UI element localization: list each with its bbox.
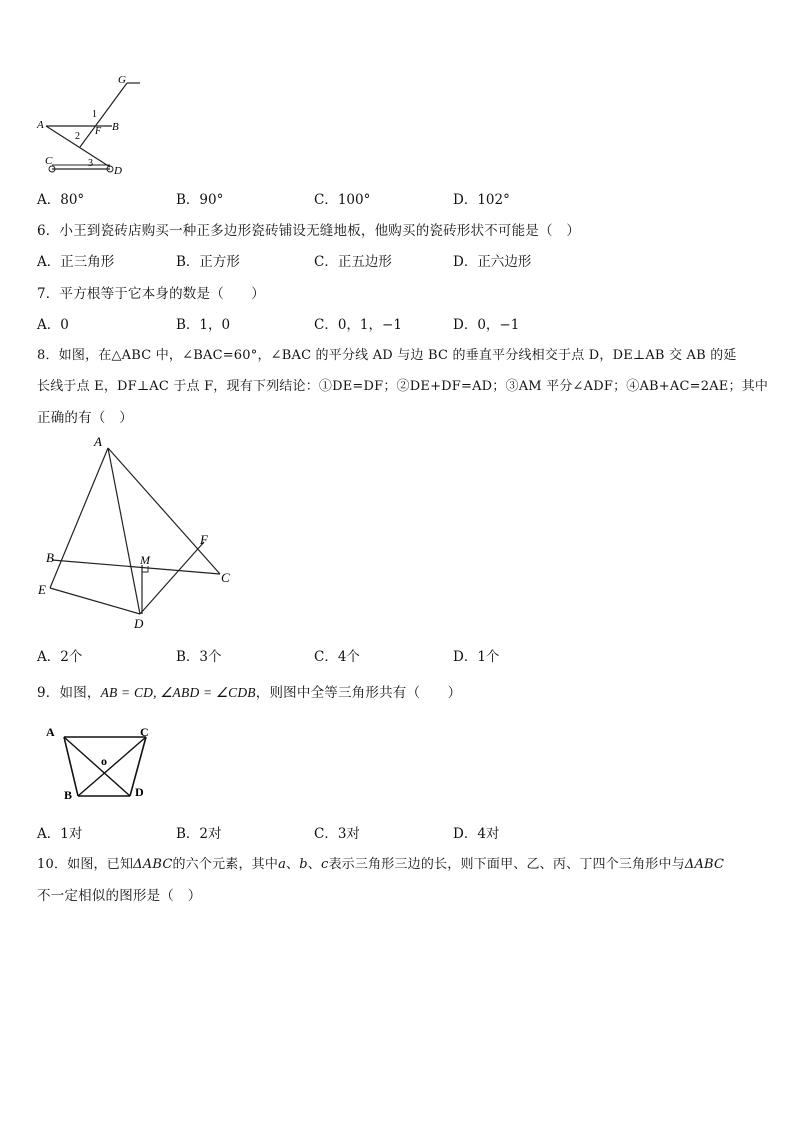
q9-label-a: A xyxy=(46,725,55,739)
q7-option-a: A．0 xyxy=(37,317,69,333)
q5-label-1: 1 xyxy=(92,109,97,120)
q7-option-d: D．0，−1 xyxy=(453,317,520,333)
q9-seg-ad xyxy=(64,737,130,796)
q10-p2: 的六个元素，其中 xyxy=(172,857,279,872)
q8-seg-ed xyxy=(50,588,140,614)
q8-option-a: A．2个 xyxy=(37,649,83,665)
q6-option-d: D．正六边形 xyxy=(453,254,532,270)
q6-stem: 6．小王到瓷砖店购买一种正多边形瓷砖铺设无缝地板，他购买的瓷砖形状不可能是（ ） xyxy=(37,223,581,239)
q10-stem-line1 xyxy=(37,853,724,872)
q9-stem-math: AB = CD, ∠ABD = ∠CDB xyxy=(100,685,256,700)
q10-m2: a xyxy=(278,857,287,872)
q5-figure xyxy=(30,72,150,182)
q5-option-c: C．100° xyxy=(314,192,371,208)
q9-stem-prefix: 9．如图， xyxy=(37,685,101,701)
q5-option-b: B．90° xyxy=(176,192,224,208)
q10-stem-line2: 不一定相似的图形是（ ） xyxy=(37,888,202,904)
q8-option-c: C．4个 xyxy=(314,649,360,665)
q9-option-c: C．3对 xyxy=(314,826,360,842)
q8-stem-line1: 8．如图，在△ABC 中，∠BAC=60°，∠BAC 的平分线 AD 与边 BC 的垂直平分线相交于点 D，DE⊥AB 交 AB 的延 xyxy=(37,348,737,363)
q10-m4: c xyxy=(320,857,329,872)
q8-figure xyxy=(30,432,240,632)
q5-label-b: B xyxy=(112,121,119,133)
q8-stem-line3: 正确的有（ ） xyxy=(37,410,133,426)
q9-option-a: A．1对 xyxy=(37,826,83,842)
q9-label-o: o xyxy=(101,754,107,768)
q8-option-b: B．3个 xyxy=(176,649,222,665)
q5-label-2: 2 xyxy=(75,131,80,142)
q6-option-b: B．正方形 xyxy=(176,254,240,270)
q8-seg-ad xyxy=(108,448,140,614)
q10-p5: 表示三角形三边的长，则下面甲、乙、丙、丁四个三角形中与 xyxy=(328,857,685,872)
q9-label-d: D xyxy=(135,785,144,799)
q10-m1: ΔABC xyxy=(133,857,173,872)
q5-label-c: C xyxy=(45,155,53,167)
q9-option-d: D．4对 xyxy=(453,826,500,842)
q9-stem-suffix: ，则图中全等三角形共有（ ） xyxy=(255,685,462,701)
q5-label-d: D xyxy=(114,165,122,177)
q9-stem xyxy=(37,681,461,701)
q8-label-b: B xyxy=(46,550,54,565)
q8-stem-line2: 长线于点 E，DF⊥AC 于点 F，现有下列结论：①DE=DF；②DE+DF=AD；③AM 平分∠ADF；④AB+AC=2AE；其中 xyxy=(37,379,769,394)
q7-option-c: C．0，1，−1 xyxy=(314,317,402,333)
q9-figure xyxy=(38,722,158,808)
q6-option-c: C．正五边形 xyxy=(314,254,392,270)
q8-label-m: M xyxy=(140,553,150,567)
q8-seg-bc xyxy=(52,560,220,574)
q5-option-d: D．102° xyxy=(453,192,510,208)
q8-seg-ac xyxy=(108,448,220,574)
q8-label-d: D xyxy=(134,616,144,631)
q6-option-a: A．正三角形 xyxy=(37,254,115,270)
q10-p4: 、 xyxy=(307,857,321,872)
q10-p1: 10．如图，已知 xyxy=(37,857,134,872)
q8-label-c: C xyxy=(221,570,230,585)
q5-option-a: A．80° xyxy=(37,192,85,208)
q5-label-a: A xyxy=(37,119,44,131)
q8-seg-ae xyxy=(50,448,108,588)
q8-label-e: E xyxy=(38,582,46,597)
q9-option-b: B．2对 xyxy=(176,826,222,842)
q5-label-g: G xyxy=(118,74,126,86)
q8-label-f: F xyxy=(200,532,208,547)
q5-label-3: 3 xyxy=(88,158,93,169)
q7-option-b: B．1，0 xyxy=(176,317,231,333)
q7-stem: 7．平方根等于它本身的数是（ ） xyxy=(37,286,265,302)
q9-label-b: B xyxy=(64,788,73,802)
q10-m3: b xyxy=(299,857,308,872)
q8-option-d: D．1个 xyxy=(453,649,500,665)
q5-label-f: F xyxy=(95,126,102,137)
q5-transversal xyxy=(80,83,127,147)
q10-p3: 、 xyxy=(286,857,300,872)
q10-m5: ΔABC xyxy=(684,857,725,872)
q9-label-c: C xyxy=(140,725,149,739)
q8-label-a: A xyxy=(94,434,102,449)
